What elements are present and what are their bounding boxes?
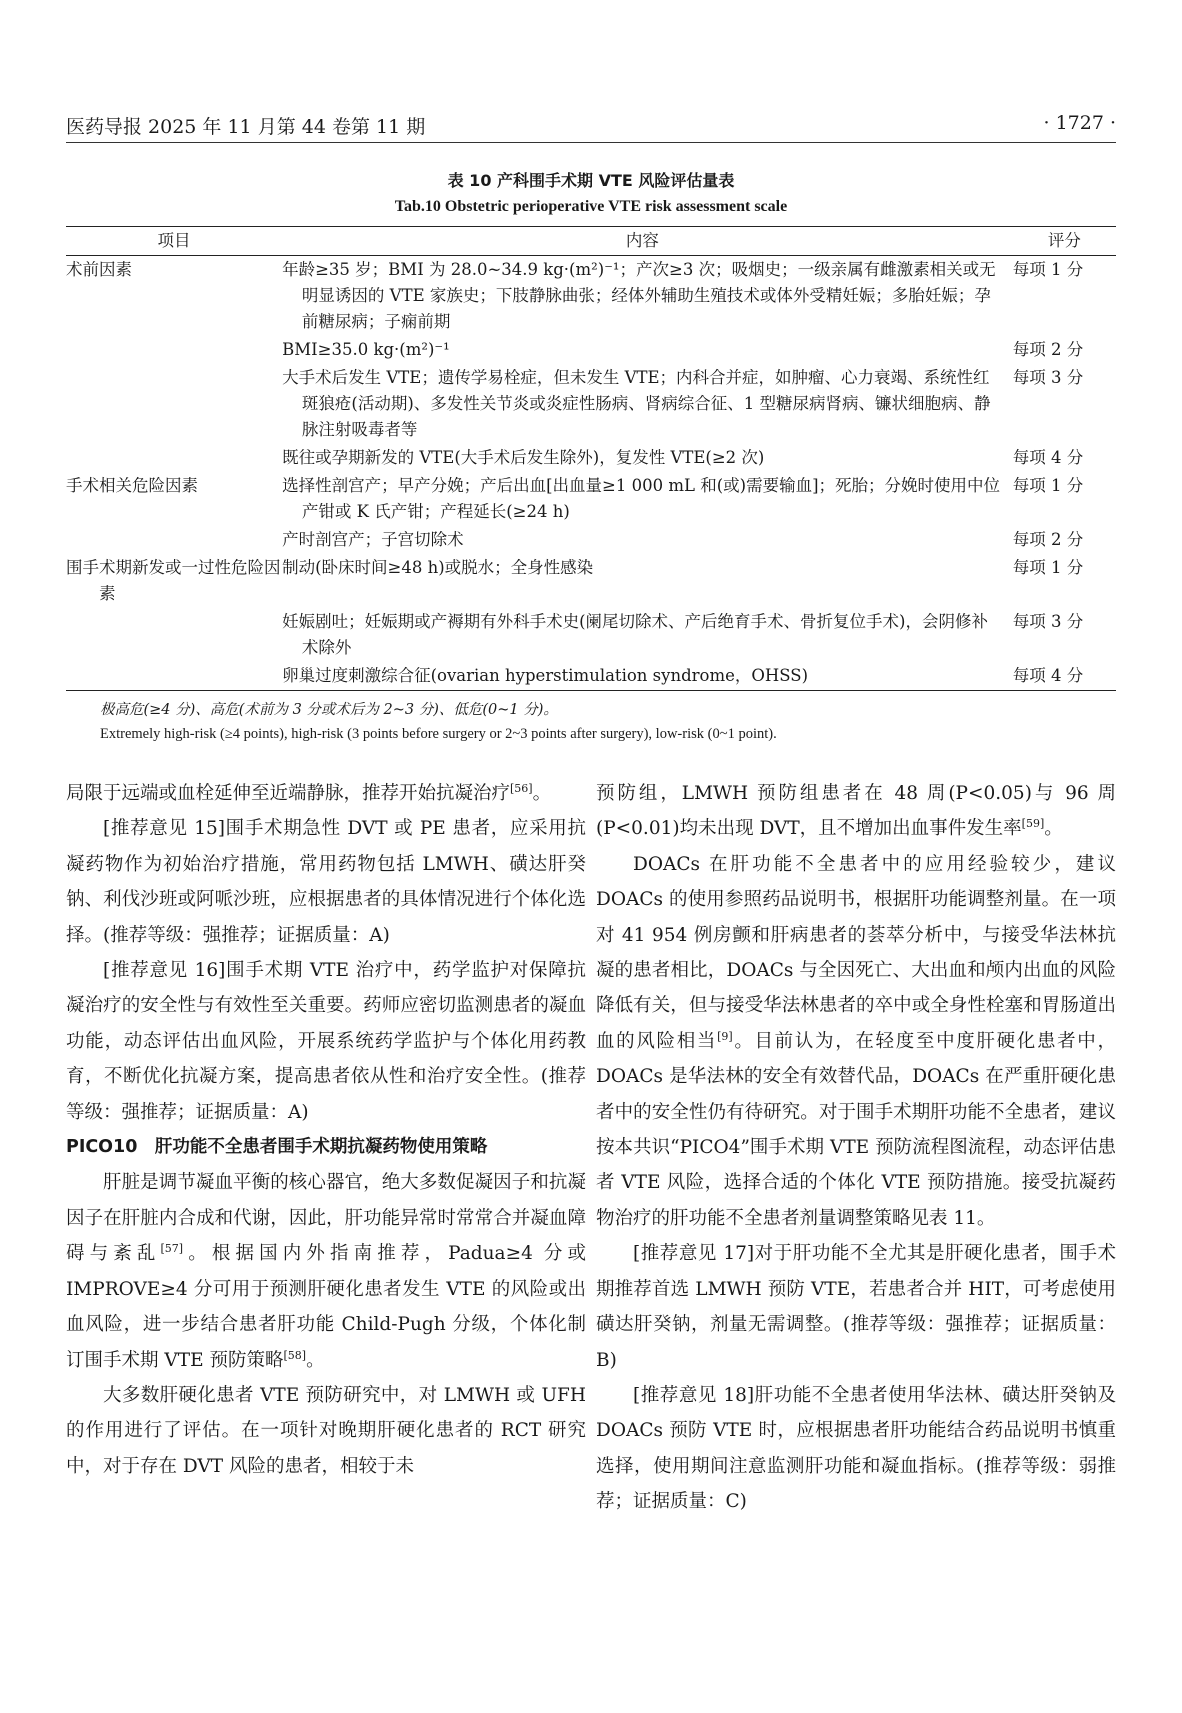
paragraph: DOACs 在肝功能不全患者中的应用经验较少，建议 DOACs 的使用参照药品说明书，根据肝功能调整剂量。在一项对 41 954 例房颤和肝病患者的荟萃分析中，与接受华法林抗凝的患者相比，DOACs 与全因死亡、大出血和颅内出血的风险降低有关，但与接受华法林患者的卒中或全身性栓塞和胃肠道出血的风险相当[9]。目前认为，在轻度至中度肝硬化患者中，DOACs 是华法林的安全有效替代品，DOACs 在严重肝硬化患者中的安全性仍有待研究。对于围手术期肝功能不全患者，建议按本共识“PICO4”围手术期 VTE 预防流程图流程，动态评估患者 VTE 风险，选择合适的个体化 VTE 预防措施。接受抗凝药物治疗的肝功能不全患者剂量调整策略见表 11。	[596, 853, 1116, 1229]
paragraph: [推荐意见 17]对于肝功能不全尤其是肝硬化患者，围手术期推荐首选 LMWH 预防 VTE，若患者合并 HIT，可考虑使用磺达肝癸钠，剂量无需调整。(推荐等级：强推荐；证据质量：B)	[596, 1243, 1116, 1371]
section-heading: PICO10 肝功能不全患者围手术期抗凝药物使用策略	[66, 1137, 488, 1158]
table-row	[66, 336, 1116, 364]
row-item	[66, 336, 282, 364]
row-content: 既往或孕期新发的 VTE(大手术后发生除外)，复发性 VTE(≥2 次)	[282, 448, 765, 467]
table-row	[66, 608, 1116, 662]
journal-title: 医药导报 2025 年 11 月第 44 卷第 11 期	[66, 116, 426, 138]
paragraph: 大多数肝硬化患者 VTE 预防研究中，对 LMWH 或 UFH 的作用进行了评估。在一项针对晚期肝硬化患者的 RCT 研究中，对于存在 DVT 风险的患者，相较于未	[66, 1384, 586, 1477]
table-header-row	[66, 227, 1116, 256]
row-content: 选择性剖宫产；早产分娩；产后出血[出血量≥1 000 mL 和(或)需要输血]；死胎；分娩时使用中位产钳或 K 氏产钳；产程延长(≥24 h)	[282, 476, 1001, 521]
body-right-column	[596, 776, 1116, 1520]
body-left-column	[66, 776, 586, 1484]
citation: [58]	[283, 1348, 307, 1362]
row-score: 每项 1 分	[1012, 558, 1084, 577]
row-score: 每项 2 分	[1012, 340, 1084, 359]
citation: [56]	[510, 781, 533, 795]
paragraph: [推荐意见 15]围手术期急性 DVT 或 PE 患者，应采用抗凝药物作为初始治疗措施，常用药物包括 LMWH、磺达肝癸钠、利伐沙班或阿哌沙班，应根据患者的具体情况进行个体化选择。(推荐等级：强推荐；证据质量：A)	[66, 818, 586, 946]
table-row	[66, 662, 1116, 691]
header-score: 评分	[1013, 227, 1116, 256]
row-content: 妊娠剧吐；妊娠期或产褥期有外科手术史(阑尾切除术、产后绝育手术、骨折复位手术)，会阴修补术除外	[282, 612, 988, 657]
table-row	[66, 256, 1116, 337]
table-caption-cn: 表 10 产科围手术期 VTE 风险评估量表	[447, 171, 735, 190]
table-row	[66, 526, 1116, 554]
row-content: 制动(卧床时间≥48 h)或脱水；全身性感染	[282, 558, 594, 577]
row-content: BMI≥35.0 kg·(m²)⁻¹	[282, 340, 450, 359]
vte-risk-table	[66, 226, 1116, 691]
row-score: 每项 4 分	[1012, 448, 1084, 467]
row-score: 每项 1 分	[1012, 476, 1084, 495]
paragraph: 预防组，LMWH 预防组患者在 48 周(P<0.05)与 96 周(P<0.01)均未出现 DVT，且不增加出血事件发生率[59]。	[596, 783, 1116, 840]
row-item	[66, 364, 282, 444]
table-row	[66, 472, 1116, 526]
table-row	[66, 364, 1116, 444]
row-item	[66, 608, 282, 662]
row-score: 每项 1 分	[1012, 260, 1084, 279]
row-item	[66, 662, 282, 691]
citation: [57]	[160, 1242, 184, 1256]
paragraph: [推荐意见 18]肝功能不全患者使用华法林、磺达肝癸钠及 DOACs 预防 VTE 时，应根据患者肝功能结合药品说明书慎重选择，使用期间注意监测肝功能和凝血指标。(推荐等级：弱推荐；证据质量：C)	[596, 1384, 1116, 1513]
citation: [9]	[717, 1029, 733, 1043]
row-item	[66, 526, 282, 554]
citation: [59]	[1021, 817, 1045, 831]
row-score: 每项 3 分	[1012, 612, 1084, 631]
row-content: 卵巢过度刺激综合征(ovarian hyperstimulation syndrome，OHSS)	[282, 662, 1013, 691]
row-content: 年龄≥35 岁；BMI 为 28.0~34.9 kg·(m²)⁻¹；产次≥3 次；吸烟史；一级亲属有雌激素相关或无明显诱因的 VTE 家族史；下肢静脉曲张；经体外辅助生殖技术或体外受精妊娠；多胎妊娠；孕前糖尿病；子痫前期	[282, 260, 996, 331]
table-caption-en: Tab.10 Obstetric perioperative VTE risk assessment scale	[394, 198, 788, 215]
row-content: 产时剖宫产；子宫切除术	[282, 530, 464, 549]
table-row	[66, 444, 1116, 472]
header-content: 内容	[282, 227, 1013, 256]
row-item: 手术相关危险因素	[66, 476, 198, 495]
row-score: 每项 3 分	[1012, 368, 1084, 387]
row-item	[66, 444, 282, 472]
header-item: 项目	[66, 227, 282, 256]
page-header	[66, 108, 1116, 143]
paragraph: [推荐意见 16]围手术期 VTE 治疗中，药学监护对保障抗凝治疗的安全性与有效性至关重要。药师应密切监测患者的凝血功能，动态评估出血风险，开展系统药学监护与个体化用药教育，不断优化抗凝方案，提高患者依从性和治疗安全性。(推荐等级：强推荐；证据质量：A)	[66, 960, 586, 1123]
table-row	[66, 554, 1116, 608]
row-item: 术前因素	[66, 260, 132, 279]
row-item: 围手术期新发或一过性危险因素	[66, 558, 281, 603]
row-score: 每项 2 分	[1012, 530, 1084, 549]
paragraph: 肝脏是调节凝血平衡的核心器官，绝大多数促凝因子和抗凝因子在肝脏内合成和代谢，因此，肝功能异常时常常合并凝血障碍与紊乱[57]。根据国内外指南推荐，Padua≥4 分或 IMPROVE≥4 分可用于预测肝硬化患者发生 VTE 的风险或出血风险，进一步结合患者肝功能 Child-Pugh 分级，个体化制订围手术期 VTE 预防策略[58]。	[66, 1172, 586, 1371]
paragraph: 局限于远端或血栓延伸至近端静脉，推荐开始抗凝治疗[56]。	[66, 781, 552, 804]
page-number: · 1727 ·	[1043, 112, 1116, 134]
row-score: 每项 4 分	[1013, 662, 1116, 691]
table-note-cn: 极高危(≥4 分)、高危(术前为 3 分或术后为 2~3 分)、低危(0~1 分)。	[100, 702, 558, 718]
table-note-en: Extremely high-risk (≥4 points), high-risk (3 points before surgery or 2~3 points after surgery), low-risk (0~1 point).	[100, 726, 777, 742]
row-content: 大手术后发生 VTE；遗传学易栓症，但未发生 VTE；内科合并症，如肿瘤、心力衰竭、系统性红斑狼疮(活动期)、多发性关节炎或炎症性肠病、肾病综合征、1 型糖尿病肾病、镰状细胞病、静脉注射吸毒者等	[282, 368, 991, 439]
